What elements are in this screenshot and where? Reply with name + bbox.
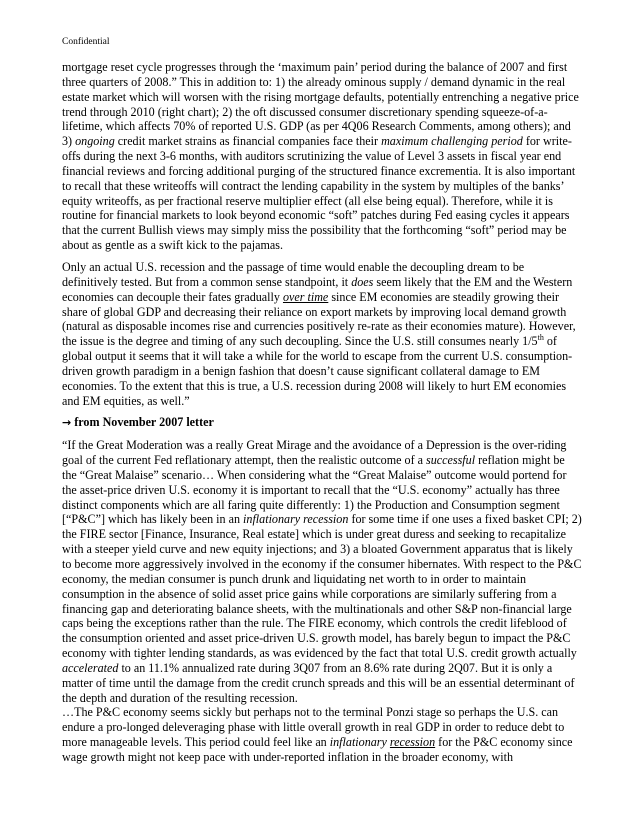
- paragraph-4-text-2: for the P&C economy since wage growth might not keep pace with under-reported inflation in the broader economy, with: [62, 735, 573, 764]
- paragraph-3-italic-2: inflationary recession: [243, 512, 349, 527]
- right-arrow-icon: →: [62, 416, 72, 430]
- paragraph-2-text-4: of global output it seems that it will take a while for the world to escape from the current U.S. consumption-driven growth paradigm in a benign fashion that doesn’t cause significant collateral damage to EM economies. To the extent that this is true, a U.S. recession during 2008 will likely to hurt EM economies and EM equities, as well.”: [62, 334, 573, 408]
- paragraph-2-text-1: Only an actual U.S. recession and the passage of time would enable the decoupling dream to be definitively tested. But from a common sense standpoint, it: [62, 259, 525, 289]
- paragraph-3-text-3: for some time if one uses a fixed basket CPI; 2) the FIRE sector [Finance, Insurance, Real estate] which is under great duress and seeking to recapitalize with a steeper yield curve and new equity injections; and 3) a bloated Government apparatus that is likely to become more aggressively involved in the economy if the consumer hibernates. With respect to the P&C economy, the median consumer is punch drunk and liquidating net worth to in order to maintain consumption in the absence of solid asset price gains while corporations are similarly suffering from a financing gap and deteriorating balance sheets, with the multinationals and other S&P non-financial large caps being the exceptions rather than the rule. The FIRE economy, which controls the credit lifeblood of the consumption oriented and asset price-driven U.S. growth model, has barely begun to impact the P&C economy with tighter lending standards, as was evidenced by the fact that total U.S. credit growth actually: [62, 512, 582, 661]
- paragraph-2-italic-1: does: [351, 274, 374, 289]
- paragraph-2-text-3: since EM economies are steadily growing their share of global GDP and decreasing their reliance on export markets by improving local demand growth (natural as disposable incomes rise and currencies positively re-rate as their economies mature). However, the issue is the degree and timing of any such decoupling. Since the U.S. still consumes nearly 1/5: [62, 289, 576, 349]
- paragraph-1: [62, 60, 582, 253]
- paragraph-1-italic-2: maximum challenging period: [381, 134, 523, 149]
- paragraph-1-text-3: for write-offs during the next 3-6 months, with auditors scrutinizing the value of Level 3 assets in fiscal year end financial reviews and forcing additional purging of the structured finance excrementia. It is also important to recall that these writeoffs will contract the lending capability in the system by multiples of the banks’ equity writeoffs, as per fractional reserve multiplier effect (all else being equal). Therefore, while it is routine for financial markets to look beyond economic “soft” patches during Fed easing cycles it appears that the current Bullish views may simply miss the possibility that the forthcoming “soft” period may be about as gentle as a swift kick to the pajamas.: [62, 134, 576, 253]
- paragraph-1-text-1: mortgage reset cycle progresses through the ‘maximum pain’ period during the balance of 2007 and first three quarters of 2008.” This in addition to: 1) the already ominous supply / demand dynamic in the real estate market which will worsen with the rising mortgage defaults, potentially entrenching a negative price trend through 2010 (right chart); 2) the oft discussed consumer discretionary spending squeeze-of-a-lifetime, which affects 70% of reported U.S. GDP (as per 4Q06 Research Comments, among others); and 3): [62, 60, 579, 149]
- section-heading: [62, 415, 582, 431]
- paragraph-4-italic-underline-1: recession: [389, 735, 436, 750]
- paragraph-1-italic-1: ongoing: [75, 134, 115, 149]
- paragraph-3-text-2: reflation might be the “Great Malaise” scenario… When considering what the “Great Malaise” outcome would portend for the asset-price driven U.S. economy it is important to recall that the “U.S. economy” actually has three distinct components which are all faring quite differently: 1) the Production and Consumption segment [“P&C”] which has likely been in an: [62, 453, 567, 527]
- paragraph-3-italic-1: successful: [426, 453, 476, 468]
- paragraph-2-superscript: th: [537, 333, 544, 343]
- paragraph-2-italic-underline-1: over time: [282, 289, 329, 304]
- paragraph-2-text-2: seem likely that the EM and the Western economies can decouple their fates gradually: [62, 274, 573, 304]
- paragraph-3-text-1: “If the Great Moderation was a really Great Mirage and the avoidance of a Depression is the over-riding goal of the current Fed reflationary attempt, then the realistic outcome of a: [62, 438, 567, 468]
- document-body: [62, 60, 582, 765]
- paragraph-4-italic-1: inflationary: [329, 735, 387, 750]
- confidential-label: Confidential: [62, 37, 110, 47]
- section-heading-text: from November 2007 letter: [74, 415, 214, 430]
- paragraph-3-italic-3: accelerated: [62, 660, 119, 675]
- paragraph-3-text-4: to an 11.1% annualized rate during 3Q07 from an 8.6% rate during 2Q07. But it is only a matter of time until the damage from the credit crunch spreads and this will be an essential determinant of the depth and duration of the resulting recession.: [62, 660, 575, 705]
- paragraph-2: [62, 260, 582, 408]
- paragraph-3: [62, 438, 582, 705]
- paragraph-4-text-1: …The P&C economy seems sickly but perhaps not to the terminal Ponzi stage so perhaps the U.S. can endure a pro-longed deleveraging phase with little overall growth in real GDP in order to reduce debt to more manageable levels. This period could feel like an: [62, 705, 565, 750]
- paragraph-4: [62, 705, 582, 764]
- paragraph-1-text-2: credit market strains as financial companies face their: [117, 134, 379, 149]
